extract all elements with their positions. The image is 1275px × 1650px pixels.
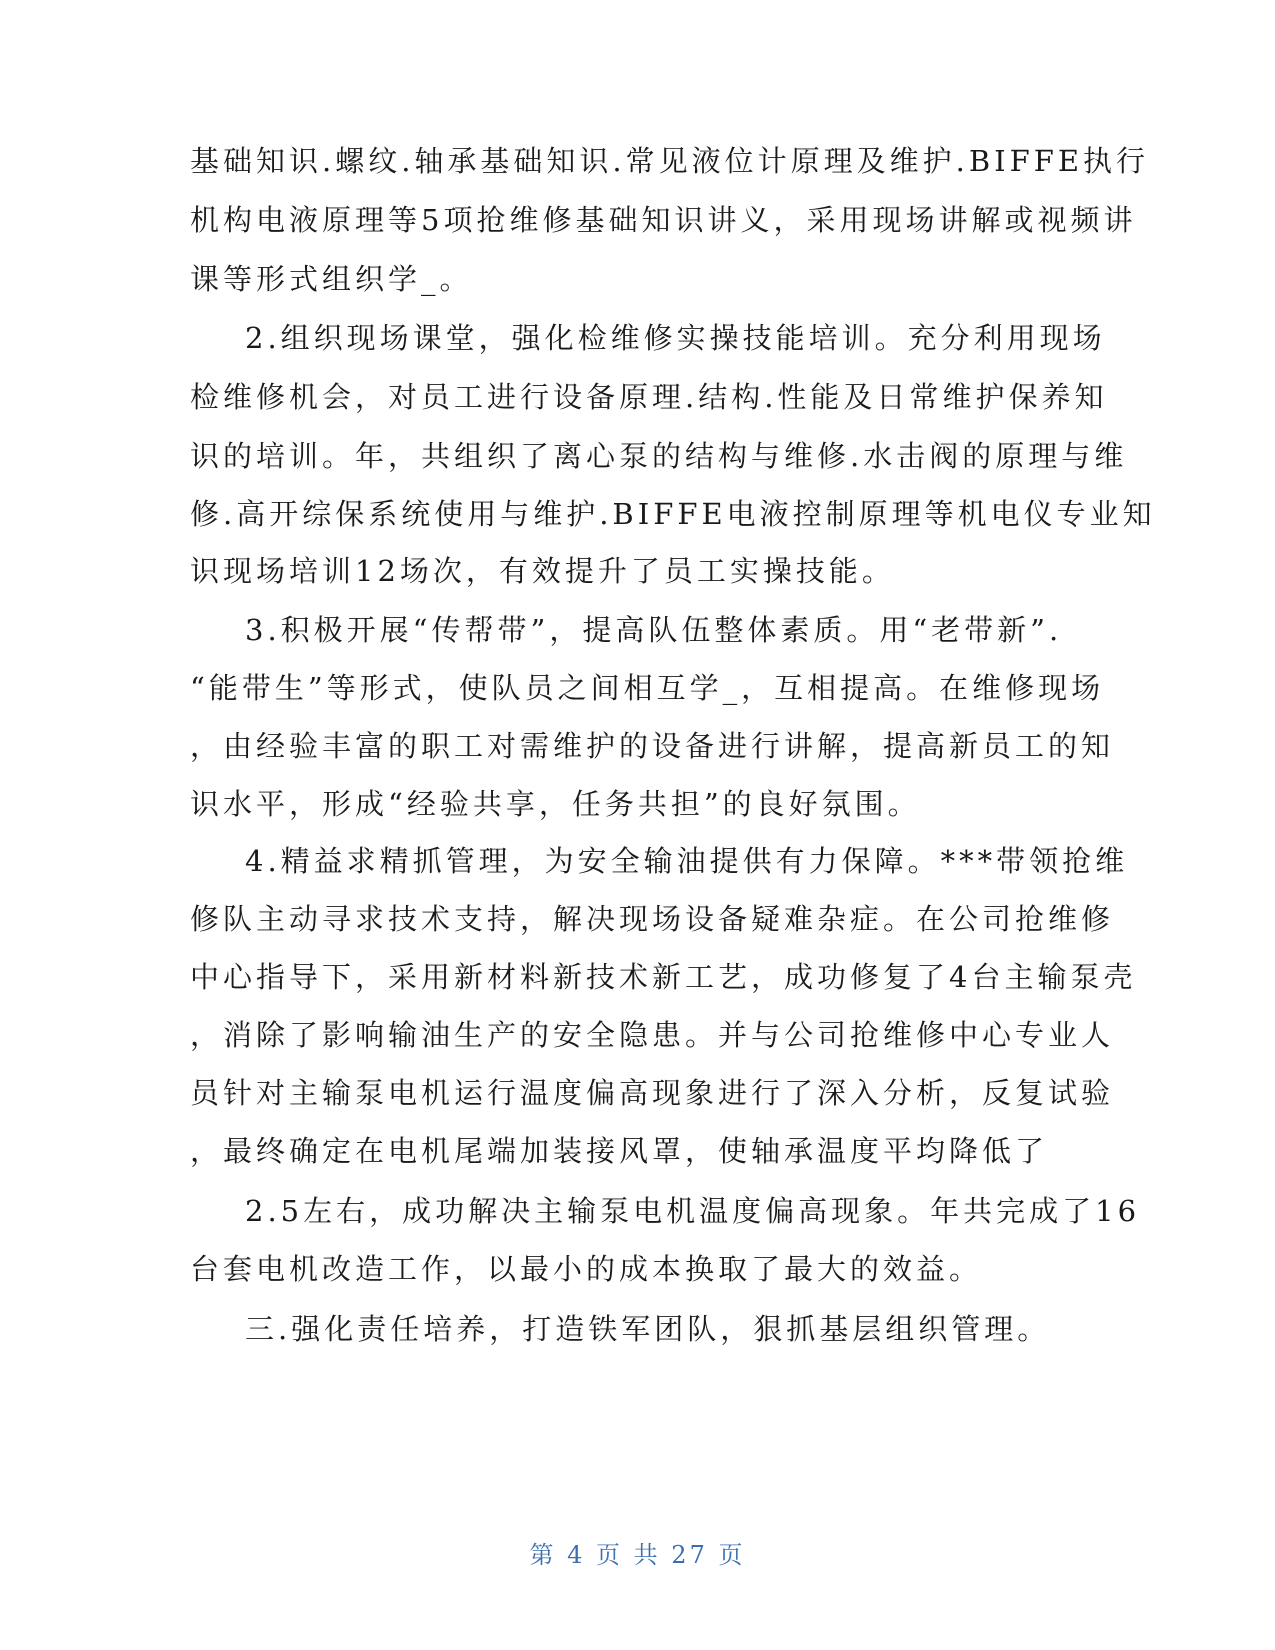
text-line: 2.5左右，成功解决主输泵电机温度偏高现象。年共完成了16: [245, 1194, 1141, 1228]
text-line: 台套电机改造工作，以最小的成本换取了最大的效益。: [190, 1252, 983, 1286]
text-line: 基础知识.螺纹.轴承基础知识.常见液位计原理及维护.BIFFE执行: [190, 144, 1150, 178]
text-line: ，最终确定在电机尾端加装接风罩，使轴承温度平均降低了: [190, 1134, 1049, 1168]
text-line: 修.高开综保系统使用与维护.BIFFE电液控制原理等机电仪专业知: [190, 497, 1156, 531]
text-line: 2.组织现场课堂，强化检维修实操技能培训。充分利用现场: [245, 321, 1106, 355]
text-line: 4.精益求精抓管理，为安全输油提供有力保障。***带领抢维: [245, 844, 1129, 878]
text-line: 3.积极开展“传帮带”，提高队伍整体素质。用“老带新”.: [245, 613, 1063, 647]
text-line: 识水平，形成“经验共享，任务共担”的良好氛围。: [190, 787, 921, 821]
page-number: 第 4 页 共 27 页: [529, 1541, 746, 1569]
text-line: 机构电液原理等5项抢维修基础知识讲义，采用现场讲解或视频讲: [190, 203, 1137, 237]
text-line: 中心指导下，采用新材料新技术新工艺，成功修复了4台主输泵壳: [190, 960, 1137, 994]
text-line: 识现场培训12场次，有效提升了员工实操技能。: [190, 554, 895, 588]
text-line: ，消除了影响输油生产的安全隐患。并与公司抢维修中心专业人: [190, 1018, 1115, 1052]
text-line: “能带生”等形式，使队员之间相互学_，互相提高。在维修现场: [190, 671, 1105, 705]
text-line: 修队主动寻求技术支持，解决现场设备疑难杂症。在公司抢维修: [190, 902, 1115, 936]
text-line: ，由经验丰富的职工对需维护的设备进行讲解，提高新员工的知: [190, 729, 1115, 763]
section-heading: 三.强化责任培养，打造铁军团队，狠抓基层组织管理。: [245, 1312, 1051, 1346]
text-line: 检维修机会，对员工进行设备原理.结构.性能及日常维护保养知: [190, 380, 1108, 414]
text-line: 识的培训。年，共组织了离心泵的结构与维修.水击阀的原理与维: [190, 439, 1128, 473]
text-line: 员针对主输泵电机运行温度偏高现象进行了深入分析，反复试验: [190, 1076, 1115, 1110]
text-line: 课等形式组织学_。: [190, 262, 473, 296]
